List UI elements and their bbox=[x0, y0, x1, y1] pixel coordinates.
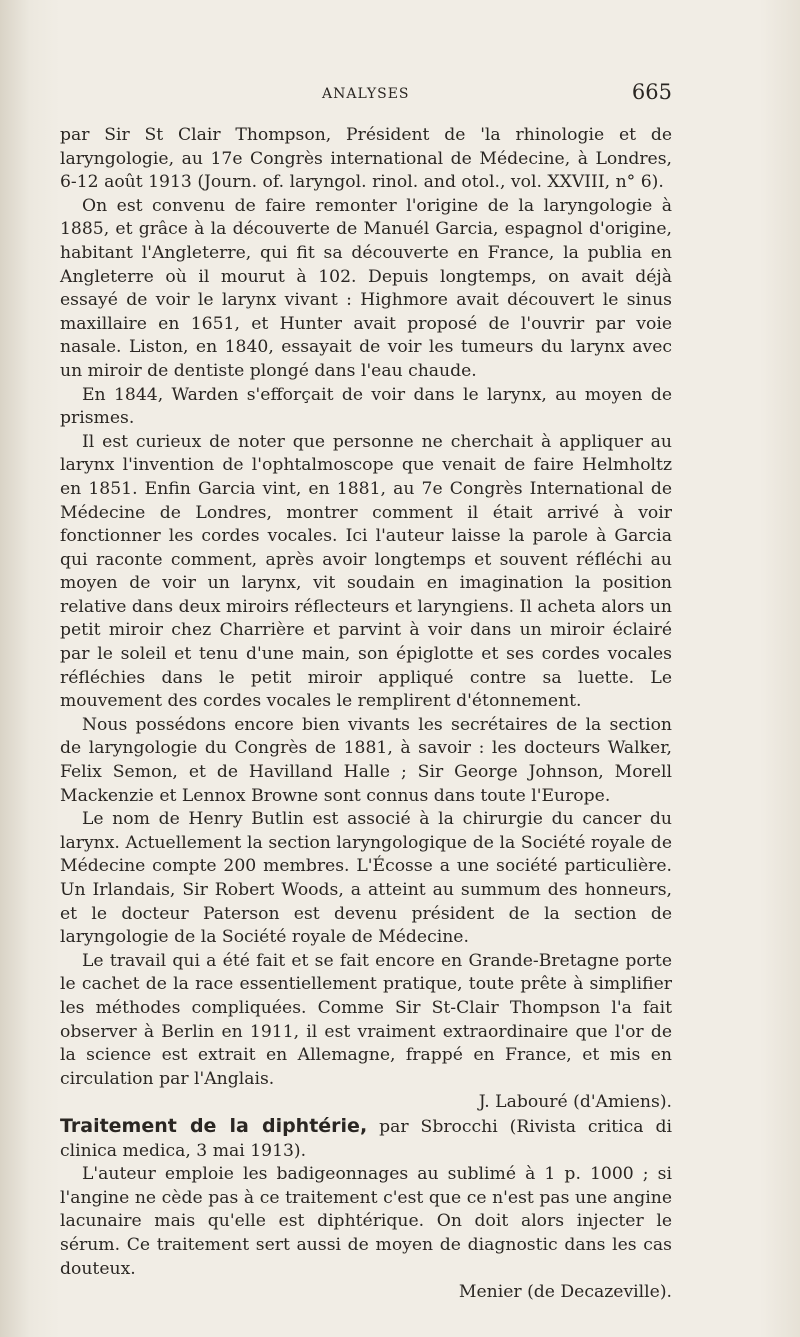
paragraph: Le nom de Henry Butlin est associé à la chirurgie du cancer du larynx. Actuellement la section laryngologique de la Société royale de Médecine compte 200 membres. L'Écosse a une société particulière. Un Irlandais, Sir Robert Woods, a atteint au summum des honneurs, et le docteur Paterson est devenu président de la section de laryngologie de la Société royale de Médecine. bbox=[60, 809, 672, 948]
body-text bbox=[60, 124, 672, 1305]
paragraph: Le travail qui a été fait et se fait encore en Grande-Bretagne porte le cachet de la race essentiellement pratique, toute prête à simplifier les méthodes compliquées. Comme Sir St-Clair Thompson l'a fait observer à Berlin en 1911, il est vraiment extraordinaire que l'or de la science est extrait en Allemagne, frappé en France, et mis en circulation par l'Anglais. bbox=[60, 950, 672, 1089]
paragraph: L'auteur emploie les badigeonnages au sublimé à 1 p. 1000 ; si l'angine ne cède pas à ce traitement c'est que ce n'est pas une angine lacunaire mais qu'elle est diphtérique. On doit alors injecter le sérum. Ce traitement sert aussi de moyen de diagnostic dans les cas douteux. bbox=[60, 1164, 672, 1279]
article-title: Traitement de la diphtérie, bbox=[60, 1114, 368, 1137]
running-head: ANALYSES bbox=[322, 86, 410, 102]
page-header bbox=[60, 80, 672, 110]
paragraph: Il est curieux de noter que personne ne cherchait à appliquer au larynx l'invention de l'ophtalmoscope que venait de faire Helmholtz en 1851. Enfin Garcia vint, en 1881, au 7e Congrès International de Médecine de Londres, montrer comment il était arrivé à voir fonctionner les cordes vocales. Ici l'auteur laisse la parole à Garcia qui raconte comment, après avoir longtemps et souvent réfléchi au moyen de voir un larynx, vit soudain en imagination la position relative dans deux miroirs réflecteurs et laryngiens. Il acheta alors un petit miroir chez Charrière et parvint à voir dans un miroir éclairé par le soleil et tenu d'une main, son épiglotte et ses cordes vocales réfléchies dans le petit miroir appliqué contre sa luette. Le mouvement des cordes vocales le remplirent d'étonnement. bbox=[60, 431, 672, 712]
paragraph: En 1844, Warden s'efforçait de voir dans le larynx, au moyen de prismes. bbox=[60, 384, 672, 429]
paragraph: On est convenu de faire remonter l'origine de la laryngologie à 1885, et grâce à la découverte de Manuél Garcia, espagnol d'origine, habitant l'Angleterre, qui fit sa découverte en France, la publia en Angleterre où il mourut à 102. Depuis longtemps, on avait déjà essayé de voir le larynx vivant : Highmore avait découvert le sinus maxillaire en 1651, et Hunter avait proposé de l'ouvrir par voie nasale. Liston, en 1840, essayait de voir les tumeurs du larynx avec un miroir de dentiste plongé dans l'eau chaude. bbox=[60, 195, 672, 381]
signature: Menier (de Decazeville). bbox=[458, 1282, 672, 1303]
article-reference: par Sbrocchi (Rivista critica di clinica medica, 3 mai 1913). bbox=[60, 1116, 672, 1161]
paragraph: Nous possédons encore bien vivants les secrétaires de la section de laryngologie du Congrès de 1881, à savoir : les docteurs Walker, Felix Semon, et de Havilland Halle ; Sir George Johnson, Morell Mackenzie et Lennox Browne sont connus dans toute l'Europe. bbox=[60, 714, 672, 806]
article-heading bbox=[60, 1115, 672, 1163]
page-number: 665 bbox=[631, 80, 672, 104]
signature: J. Labouré (d'Amiens). bbox=[478, 1092, 672, 1113]
paragraph: par Sir St Clair Thompson, Président de 'la rhinologie et de laryngologie, au 17e Congrès international de Médecine, à Londres, 6-12 août 1913 (Journ. of. laryngol. rinol. and otol., vol. XXVIII, n° 6). bbox=[60, 125, 672, 193]
